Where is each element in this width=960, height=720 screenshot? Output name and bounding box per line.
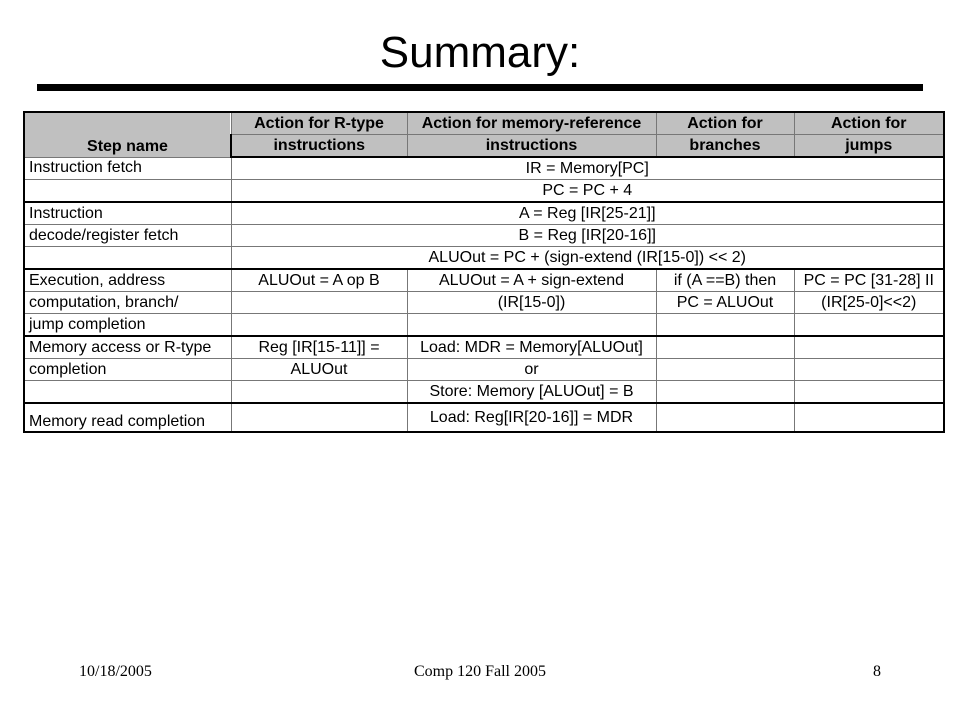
table-row — [24, 157, 944, 180]
memread-memref-cell: Load: Reg[IR[20-16]] = MDR — [407, 403, 656, 432]
exec-empty — [231, 314, 407, 337]
exec-branches-line2: PC = ALUOut — [656, 292, 794, 314]
memaccess-memref-line3: Store: Memory [ALUOut] = B — [407, 381, 656, 404]
step-memaccess-line2: completion — [24, 359, 231, 381]
decode-b-cell: B = Reg [IR[20-16]] — [231, 225, 944, 247]
table-row — [24, 269, 944, 292]
step-empty — [24, 180, 231, 203]
fetch-pc-cell: PC = PC + 4 — [231, 180, 944, 203]
header-rtype-line2: instructions — [231, 135, 407, 158]
step-empty — [24, 247, 231, 270]
exec-memref-line2: (IR[15-0]) — [407, 292, 656, 314]
memread-empty — [656, 403, 794, 432]
memaccess-empty — [656, 336, 794, 359]
table-row — [24, 292, 944, 314]
table-row — [24, 202, 944, 225]
exec-empty — [407, 314, 656, 337]
memread-empty — [231, 403, 407, 432]
decode-aluout-cell: ALUOut = PC + (sign-extend (IR[15-0]) << 2) — [231, 247, 944, 270]
step-memaccess-line1: Memory access or R-type — [24, 336, 231, 359]
step-decode-line2: decode/register fetch — [24, 225, 231, 247]
memaccess-rtype-line1: Reg [IR[15-11]] = — [231, 336, 407, 359]
title-divider — [37, 84, 923, 91]
exec-rtype-cell: ALUOut = A op B — [231, 269, 407, 292]
step-instruction-fetch: Instruction fetch — [24, 157, 231, 180]
step-decode-line1: Instruction — [24, 202, 231, 225]
exec-memref-line1: ALUOut = A + sign-extend — [407, 269, 656, 292]
table-row — [24, 359, 944, 381]
header-jumps-line2: jumps — [794, 135, 944, 158]
footer-course: Comp 120 Fall 2005 — [413, 663, 546, 680]
table-row — [24, 336, 944, 359]
step-empty — [24, 381, 231, 404]
table-row — [24, 381, 944, 404]
step-exec-line2: computation, branch/ — [24, 292, 231, 314]
table-row — [24, 225, 944, 247]
footer-date: 10/18/2005 — [79, 663, 152, 680]
exec-rtype-empty — [231, 292, 407, 314]
memaccess-memref-line1: Load: MDR = Memory[ALUOut] — [407, 336, 656, 359]
slide-title: Summary: — [379, 28, 581, 77]
memaccess-empty — [656, 381, 794, 404]
header-branches-line2: branches — [656, 135, 794, 158]
memaccess-empty — [231, 381, 407, 404]
header-rtype-line1: Action for R-type — [231, 112, 407, 135]
memaccess-empty — [794, 336, 944, 359]
exec-jumps-line2: (IR[25-0]<<2) — [794, 292, 944, 314]
table-row — [24, 314, 944, 337]
step-memread: Memory read completion — [24, 403, 231, 432]
decode-a-cell: A = Reg [IR[25-21]] — [231, 202, 944, 225]
exec-empty — [794, 314, 944, 337]
footer-page-number: 8 — [873, 663, 881, 680]
exec-branches-line1: if (A ==B) then — [656, 269, 794, 292]
header-jumps-line1: Action for — [794, 112, 944, 135]
header-memref-line1: Action for memory-reference — [407, 112, 656, 135]
memaccess-rtype-line2: ALUOut — [231, 359, 407, 381]
summary-table — [23, 111, 945, 433]
exec-jumps-line1: PC = PC [31-28] II — [794, 269, 944, 292]
fetch-ir-cell: IR = Memory[PC] — [231, 157, 944, 180]
memaccess-empty — [656, 359, 794, 381]
table-row — [24, 247, 944, 270]
header-step-name: Step name — [24, 112, 231, 157]
step-exec-line1: Execution, address — [24, 269, 231, 292]
memaccess-empty — [794, 359, 944, 381]
table-row — [24, 403, 944, 432]
memread-empty — [794, 403, 944, 432]
header-branches-line1: Action for — [656, 112, 794, 135]
memaccess-memref-line2: or — [407, 359, 656, 381]
header-memref-line2: instructions — [407, 135, 656, 158]
table-row — [24, 180, 944, 203]
memaccess-empty — [794, 381, 944, 404]
step-exec-line3: jump completion — [24, 314, 231, 337]
exec-empty — [656, 314, 794, 337]
header-row — [24, 112, 944, 135]
